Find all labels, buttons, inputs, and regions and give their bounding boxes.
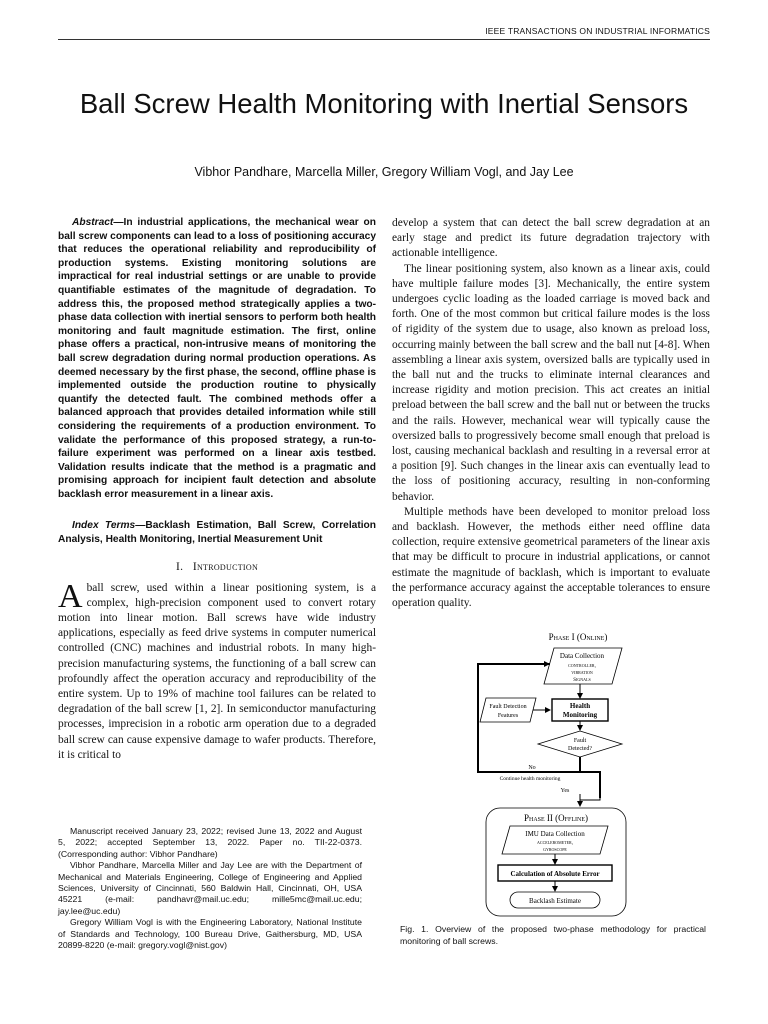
drop-cap: A (58, 577, 83, 615)
author-list: Vibhor Pandhare, Marcella Miller, Gregory William Vogl, and Jay Lee (194, 165, 574, 179)
section-numeral: I. (175, 560, 184, 573)
index-terms (58, 519, 376, 546)
paper-title: Ball Screw Health Monitoring with Inertial Sensors (79, 88, 689, 120)
right-paragraph-1: develop a system that can detect the ball screw degradation at an early stage and predict its future degradation trajectory with actionable intelligence. (392, 217, 710, 260)
section-heading-introduction (58, 561, 376, 573)
fault-decision-diamond (538, 731, 622, 757)
decision-label-1: Fault (573, 738, 587, 744)
data-collection-1-label: Data Collection (559, 652, 605, 660)
imu-sub1: accelerometer, (537, 841, 573, 846)
backlash-estimate-label: Backlash Estimate (529, 897, 581, 905)
imu-collection-label: IMU Data Collection (525, 830, 585, 838)
calc-error-label: Calculation of Absolute Error (510, 870, 600, 878)
no-label: No (528, 765, 536, 771)
imu-sub2: gyroscope (543, 848, 567, 853)
left-column (58, 216, 376, 763)
index-terms-dash: — (135, 520, 146, 532)
yes-connector (580, 798, 600, 800)
fault-features-label-2: Features (497, 713, 519, 719)
section-title: Introduction (192, 560, 259, 573)
continue-label: Continue health monitoring (499, 776, 561, 782)
footnote (58, 826, 362, 951)
figure-caption: Fig. 1. Overview of the proposed two-phase methodology for practical monitoring of ball screws. (400, 924, 706, 946)
data-collection-1-sub1: controller, (568, 664, 596, 669)
data-collection-1-sub3: Signals (573, 678, 591, 683)
yes-line (580, 772, 600, 798)
footnote-manuscript: Manuscript received January 23, 2022; revised June 13, 2022 and August 5, 2022; accepted September 13, 2022. Paper no. TII-22-0373. (Corresponding author: Vibhor Pandhare) (58, 826, 362, 859)
intro-paragraph-1 (58, 577, 376, 763)
intro-paragraph-1-text: ball screw, used within a linear positioning system, is a complex, high-precision component used to convert rotary motion into linear motion. Ball screws have wide industry applications, especially as feed drive systems in computer numerical controlled (CNC) machines and industrial robots. In many high-precision manufacturing systems, the functioning of a ball screw can profoundly affect the operation accuracy and reproducibility of the entire system. Up to 19% of machine tool failures can be related to degradation of the ball screw [1, 2]. In semiconductor manufacturing processes, imprecision in a robotic arm operation due to a degraded ball screw can cause expensive damage to wafer products. Therefore, it is critical to (58, 581, 376, 761)
health-label-1: Health (569, 702, 591, 710)
right-paragraph-2: The linear positioning system, also known as a linear axis, could have multiple failure modes [3]. Mechanically, the entire system undergoes cyclic loading as the loaded carriage is moved back and forth. One of the most common but critical failure modes is the loss of rigidity of the system due to usage, also known as preload loss, occurring mainly between the ball screw and the ball nut [4-8]. When assembling a linear axis system, oversized balls are typically used in the ball nut and the trucks to eliminate internal clearances and increase rigidity and motion precision. This act creates an initial preload between the ball screw and the ball nut or between the trucks and the rails. However, mechanical wear will typically cause the oversized balls to progressively become small enough that preload is lost, causing mechanical backlash and resulting in a reversal error at a position [9]. Such changes in the linear axis can eventually lead to the loss of positioning accuracy, resulting in non-conforming behavior. (392, 262, 710, 503)
right-paragraph-3: Multiple methods have been developed to monitor preload loss and backlash. However, the methods either need offline data collection, require extensive geometrical parameters of the linear axis that may be difficult to procure in industrial applications, or cannot estimate the magnitude of backlash, which is important to evaluate the performance accuracy against the acceptable tolerances to ensure operation quality. (392, 505, 710, 610)
abstract-label: Abstract (72, 217, 114, 228)
right-column (392, 216, 710, 611)
footnote-affiliation-2: Gregory William Vogl is with the Engineering Laboratory, National Institute of Standards and Technology, 100 Bureau Drive, Gaithersburg, MD, USA 20899-8220 (e-mail: gregory.vogl@nist.gov) (58, 917, 362, 951)
health-label-2: Monitoring (562, 711, 598, 719)
decision-label-2: Detected? (568, 746, 592, 752)
footnote-affiliation-1: Vibhor Pandhare, Marcella Miller and Jay Lee are with the Department of Mechanical and Materials Engineering, College of Engineering and Applied Sciences, University of Cincinnati, 560 Baldwin Hall, Cincinnati, OH, USA 45221 (e-mail: pandhavr@mail.uc.edu; mille5mc@mail.uc.edu; jay.lee@uc.edu) (58, 860, 362, 916)
abstract-text: In industrial applications, the mechanical wear on ball screw components can lead to a loss of positioning accuracy that reduces the operational reliability and reproducibility of production systems. Existing monitoring solutions are impractical for real industrial settings or are unable to provide quantifiable estimates of the magnitude of degradation. To address this, the proposed method strategically applies a two-phase data collection with inertial sensors to perform both health monitoring and fault magnitude estimation. The first, online phase offers a practical, non-intrusive means of monitoring the ball screw degradation during normal production operations. As deemed necessary by the first phase, the second, offline phase is implemented outside the production routine to physically quantify the detected fault. The combined methods offer a balanced approach that provides detailed information while still considering the requirements of a production environment. To validate the performance of this proposed strategy, a run-to-failure experiment was performed on a linear axis testbed. Validation results indicate that the method is a pragmatic and promising approach for incipient fault detection and absolute backlash error measurement in a linear axis. (58, 217, 376, 500)
phase2-title: Phase II (Offline) (524, 813, 588, 823)
abstract (58, 216, 376, 501)
journal-header: IEEE TRANSACTIONS ON INDUSTRIAL INFORMATICS (58, 26, 710, 40)
yes-label: Yes (560, 788, 570, 794)
data-collection-1-sub2: vibration (571, 671, 593, 676)
index-terms-label: Index Terms (72, 520, 136, 532)
phase1-title: Phase I (Online) (548, 632, 608, 642)
fault-features-label-1: Fault Detection (489, 704, 527, 710)
index-terms-text: Backlash Estimation, Ball Screw, Correlation Analysis, Health Monitoring, Inertial Measurement Unit (58, 520, 376, 546)
methodology-flowchart (470, 628, 670, 918)
abstract-dash: — (113, 217, 124, 228)
